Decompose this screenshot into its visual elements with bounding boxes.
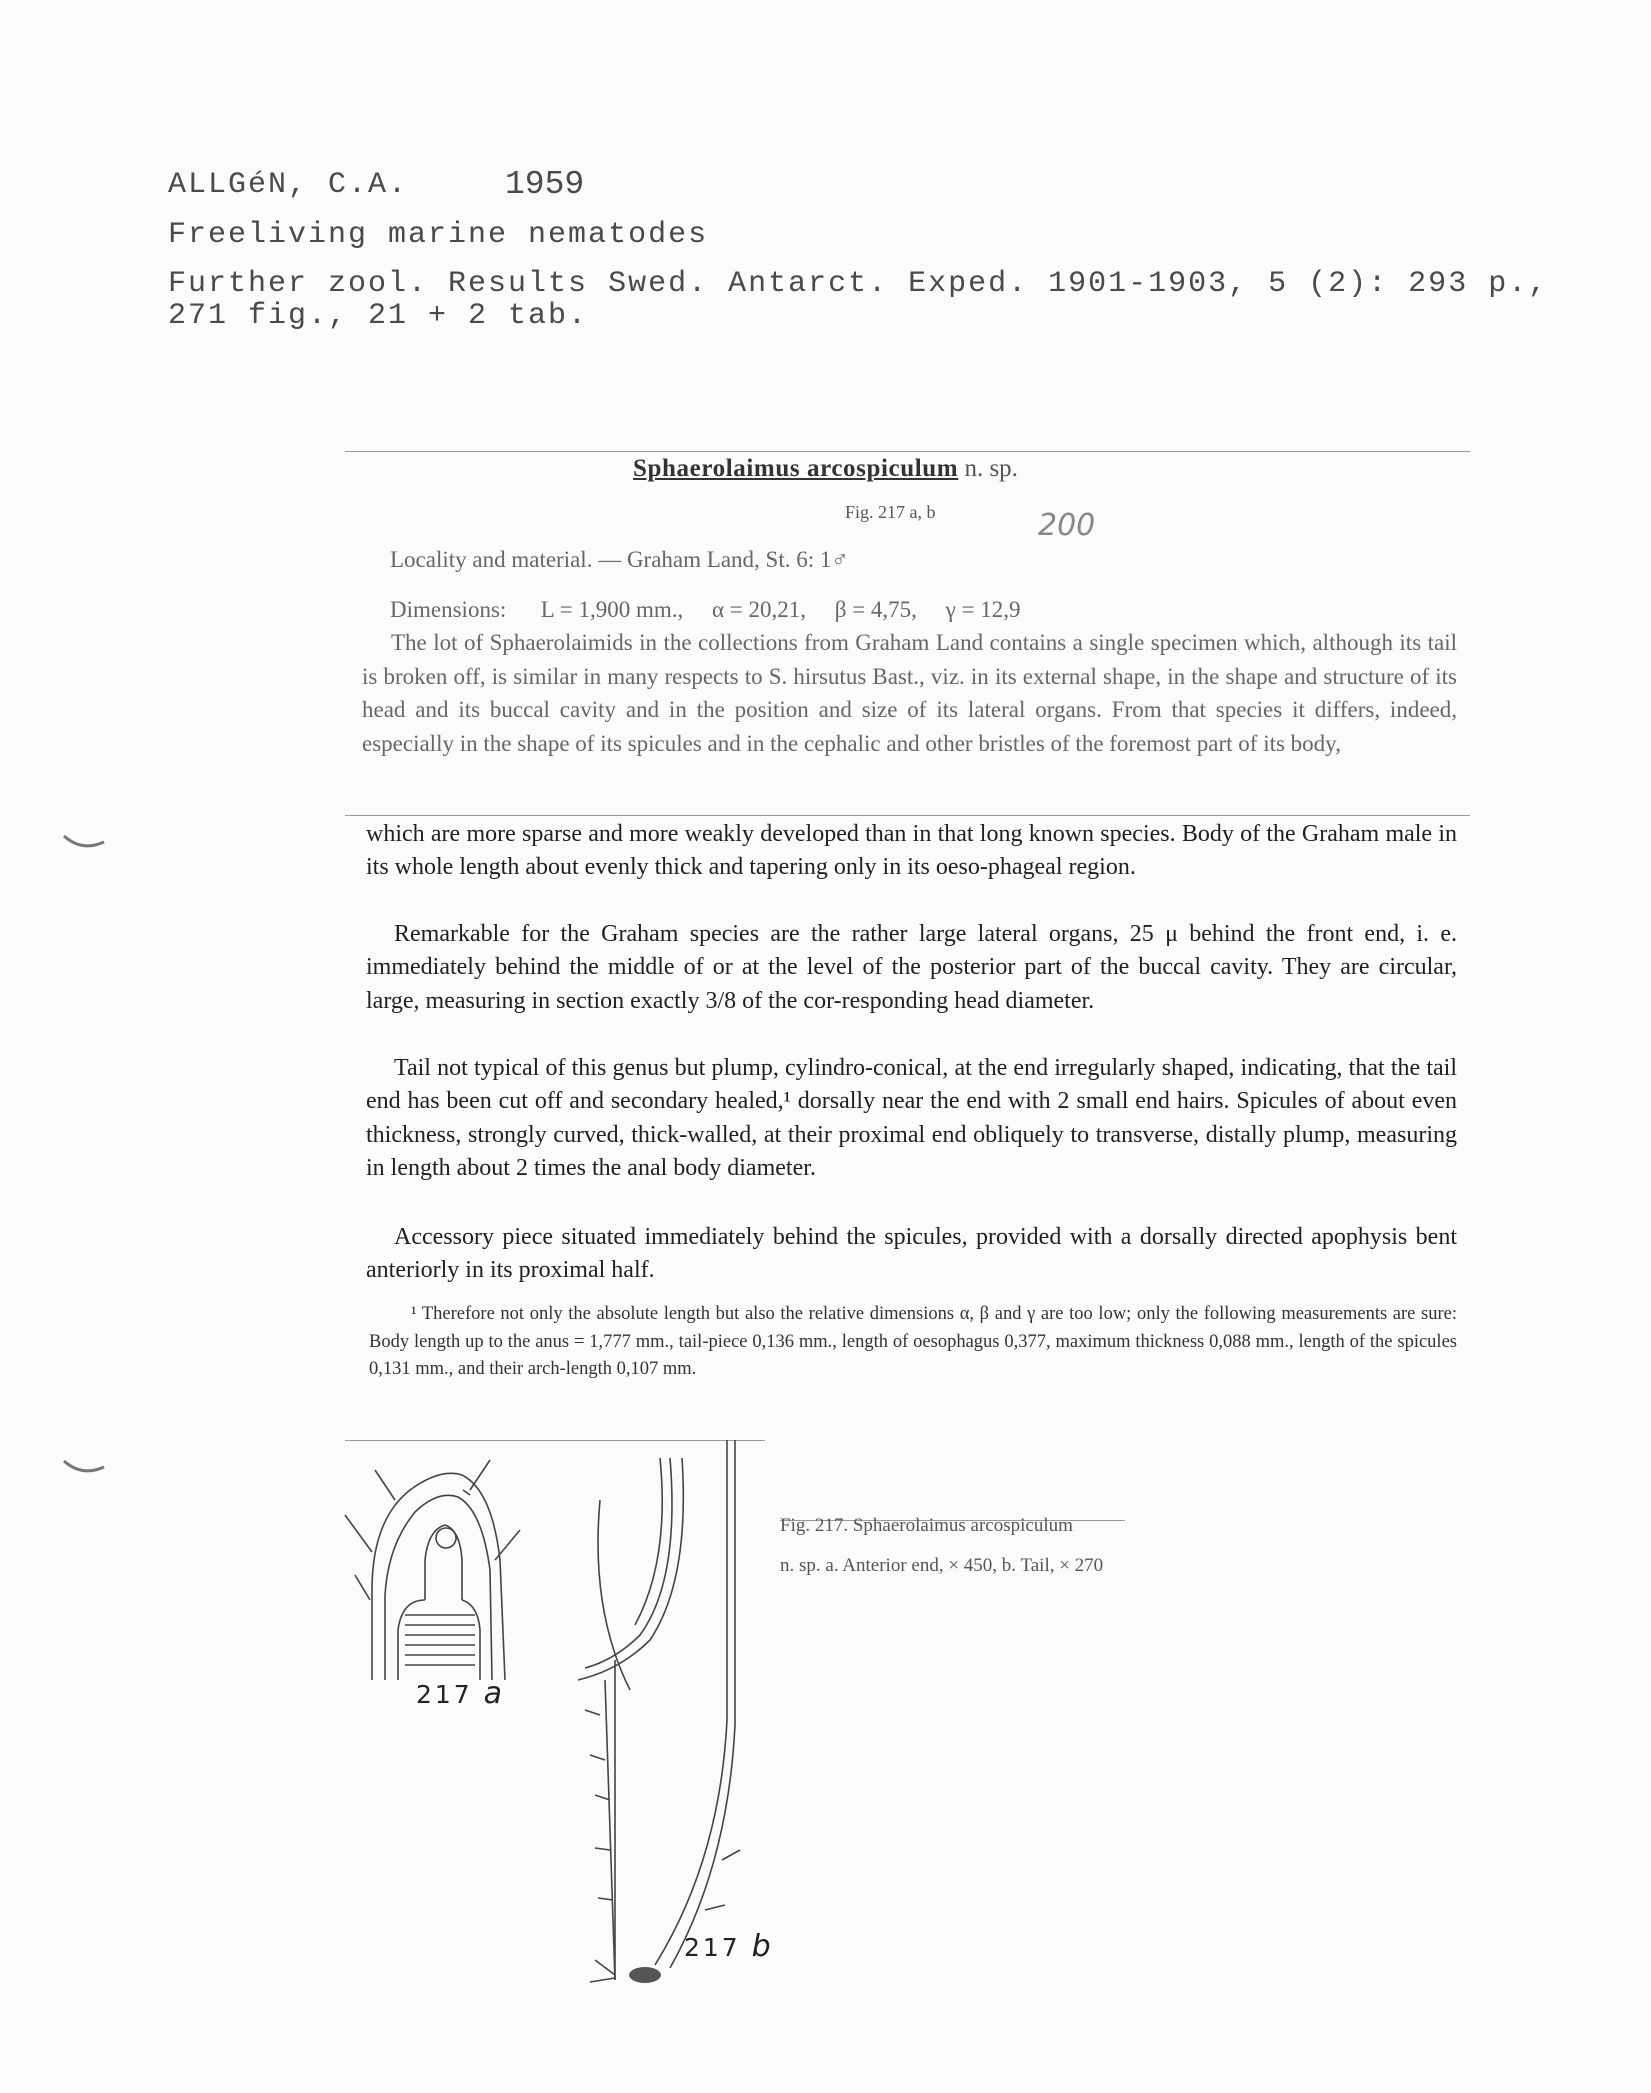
drawing-tail (578, 1440, 740, 1982)
footnote: ¹ Therefore not only the absolute length but also the relative dimensions α, β and γ are too low; only the following measurements are sure: Body length up to the anus = 1,777 mm., tail-piece 0,136 mm., length of oesophagus 0,377, maximum thickness 0,088 mm., length of the spicules 0,131 mm., and their arch-length 0,107 mm. (369, 1304, 1457, 1379)
tail-tip (629, 1967, 661, 1983)
punch-hole-mark-lower (60, 1455, 110, 1485)
body-paragraph-4-text: Accessory piece situated immediately behind the spicules, provided with a dorsally directed apophysis bent anteriorly in its proximal half. (366, 1224, 1457, 1284)
punch-hole-mark-upper (60, 830, 110, 860)
dimensions-line: Dimensions: L = 1,900 mm., α = 20,21, β = 4,75, γ = 12,9 (390, 597, 1021, 622)
body-paragraph-1-text: which are more sparse and more weakly developed than in that long known species. Body of the Graham male in its whole length about evenly thick and tapering only in its oeso-phageal region. (366, 821, 1457, 881)
figure-label-b-letter: b (751, 1929, 774, 1964)
figure-label-b (684, 1929, 774, 1964)
figure-caption-line2: n. sp. a. Anterior end, × 450, b. Tail, × 270 (780, 1555, 1104, 1576)
figure-reference: Fig. 217 a, b (845, 502, 936, 522)
locality-line: Locality and material. — Graham Land, St. 6: 1♂ (390, 547, 849, 572)
species-name: Sphaerolaimus arcospiculum (633, 455, 959, 482)
handwritten-number: 200 (1038, 508, 1096, 543)
reference-title: Freeliving marine nematodes (168, 218, 709, 252)
figure-caption-line1: Fig. 217. Sphaerolaimus arcospiculum (780, 1515, 1073, 1536)
figure-label-a (416, 1676, 505, 1711)
figure-label-b-number: 217 (684, 1933, 741, 1962)
species-suffix: n. sp. (964, 455, 1018, 482)
drawing-anterior-end (345, 1460, 520, 1680)
lot-paragraph: The lot of Sphaerolaimids in the collections from Graham Land contains a single specimen which, although its tail is broken off, is similar in many respects to S. hirsutus Bast., viz. in its external shape, in the shape and structure of its head and its buccal cavity and in the position and size of its lateral organs. From that species it differs, indeed, especially in the shape of its spicules and in the cephalic and other bristles of the foremost part of its body, (362, 630, 1457, 756)
body-paragraph-2-text: Remarkable for the Graham species are the rather large lateral organs, 25 μ behind the front end, i. e. immediately behind the middle of or at the level of the posterior part of the buccal cavity. They are circular, large, measuring in section exactly 3/8 of the cor-responding head diameter. (366, 921, 1457, 1014)
reference-journal: Further zool. Results Swed. Antarct. Exped. 1901-1903, 5 (2): 293 p., 271 fig., 21 + 2 tab. (168, 267, 1549, 333)
figure-label-a-number: 217 (416, 1680, 473, 1709)
body-paragraph-3-text: Tail not typical of this genus but plump, cylindro-conical, at the end irregularly shaped, indicating, that the tail end has been cut off and secondary healed,¹ dorsally near the end with 2 small end hairs. Spicules of about even thickness, strongly curved, thick-walled, at their proximal end obliquely to transverse, distally plump, measuring in length about 2 times the anal body diameter. (366, 1055, 1457, 1182)
figure-label-a-letter: a (483, 1676, 506, 1711)
reference-author: ALLGéN, C.A. (168, 168, 409, 202)
reference-year: 1959 (505, 166, 585, 203)
